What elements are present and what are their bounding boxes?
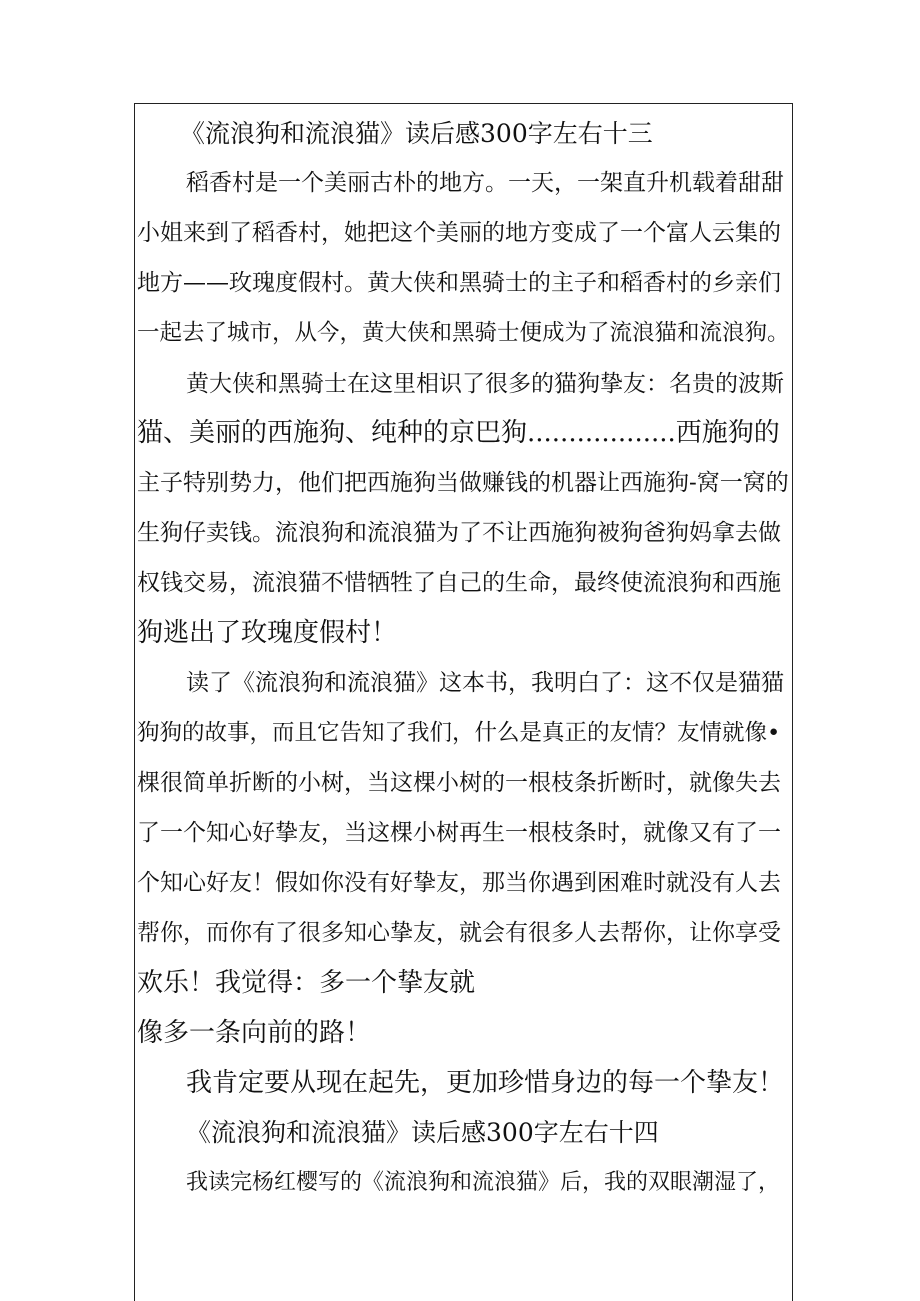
paragraph-line: 我肯定要从现在起先，更加珍惜身边的每一个挚友！ (186, 1068, 785, 1098)
paragraph-line: 像多一条向前的路！ (137, 1018, 372, 1048)
essay-title-13: 《流浪狗和流浪猫》读后感300字左右十三 (180, 119, 653, 148)
paragraph-line: 狗逃出了玫瑰度假村！ (137, 618, 398, 648)
paragraph-line: 帮你，而你有了很多知心挚友，就会有很多人去帮你，让你享受 (137, 920, 781, 946)
paragraph-line: 主子特别势力，他们把西施狗当做赚钱的机器让西施狗-窝一窝的 (137, 470, 789, 496)
paragraph-line: 棵很简单折断的小树，当这棵小树的一根枝条折断时，就像失去 (137, 770, 781, 796)
paragraph-line: 个知心好友！假如你没有好挚友，那当你遇到困难时就没有人去 (137, 870, 781, 896)
paragraph-line: 读了《流浪狗和流浪猫》这本书，我明白了：这不仅是猫猫 (186, 670, 784, 696)
paragraph-line: 欢乐！我觉得：多一个挚友就 (137, 968, 476, 998)
paragraph-line: 稻香村是一个美丽古朴的地方。一天，一架直升机载着甜甜 (186, 170, 784, 196)
paragraph-line: 地方——玫瑰度假村。黄大侠和黑骑士的主子和稻香村的乡亲们 (137, 270, 781, 296)
paragraph-line: 小姐来到了稻香村，她把这个美丽的地方变成了一个富人云集的 (137, 220, 781, 246)
paragraph-line: 黄大侠和黑骑士在这里相识了很多的猫狗挚友：名贵的波斯 (186, 371, 784, 397)
paragraph-line: 了一个知心好挚友，当这棵小树再生一根枝条时，就像又有了一 (137, 820, 781, 846)
paragraph-line: 猫、美丽的西施狗、纯种的京巴狗..................西施狗的 (137, 418, 780, 448)
essay-title-14: 《流浪狗和流浪猫》读后感300字左右十四 (186, 1118, 659, 1147)
paragraph-line: 我读完杨红樱写的《流浪狗和流浪猫》后，我的双眼潮湿了， (186, 1170, 781, 1195)
paragraph-line: 权钱交易，流浪猫不惜牺牲了自己的生命，最终使流浪狗和西施 (137, 570, 781, 596)
paragraph-line: 一起去了城市，从今，黄大侠和黑骑士便成为了流浪猫和流浪狗。 (137, 320, 790, 346)
paragraph-line: 狗狗的故事，而且它告知了我们，什么是真正的友情？友情就像• (137, 720, 781, 746)
paragraph-line: 生狗仔卖钱。流浪狗和流浪猫为了不让西施狗被狗爸狗妈拿去做 (137, 520, 781, 546)
